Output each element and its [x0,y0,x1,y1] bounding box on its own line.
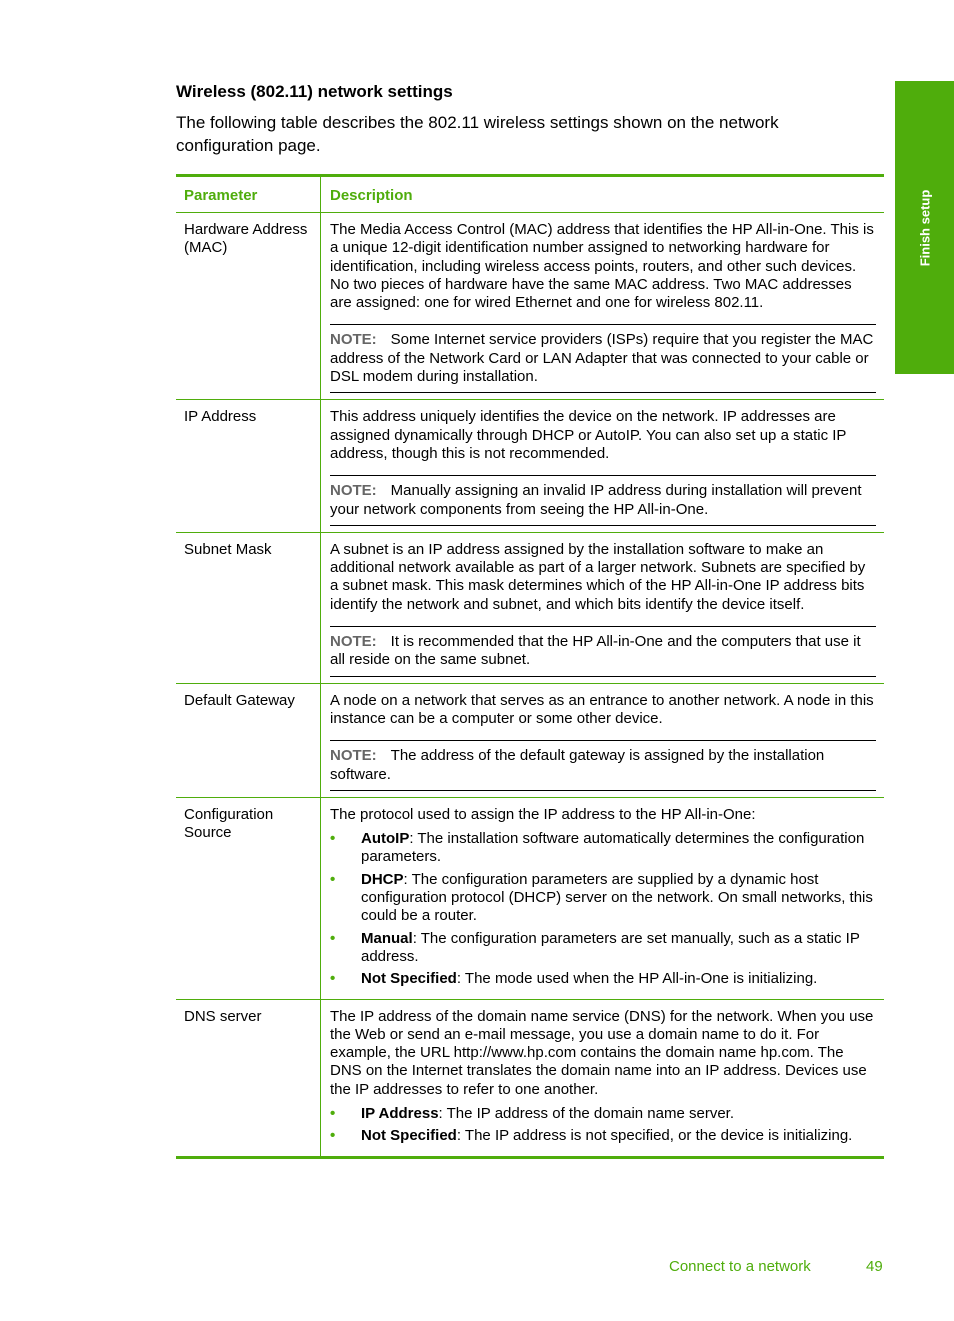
table-row [176,798,884,1000]
list-item [330,1105,876,1123]
note-label: NOTE: [330,747,377,765]
table-row [176,684,884,798]
note [330,324,876,393]
list-item [330,1127,876,1145]
note [330,475,876,526]
parameter-cell [176,400,321,531]
bullet-term: Not Specified [361,970,457,988]
bullet-term: IP Address [361,1104,439,1122]
note [330,626,876,677]
note-text: Some Internet service providers (ISPs) require that you register the MAC address of the Network Card or LAN Adapter that was connected to your cable or DSL modem during installation. [330,331,874,386]
list-item [330,970,876,988]
intro-paragraph: The following table describes the 802.11 wireless settings shown on the network configuration page. [176,113,779,155]
table-row [176,1000,884,1156]
footer-section-link[interactable]: Connect to a network [669,1258,811,1275]
parameter-name: Configuration Source [184,805,274,842]
table-row [176,213,884,400]
bullet-icon: • [330,830,336,848]
bullet-term: Manual [361,929,413,947]
description-text: The Media Access Control (MAC) address that identifies the HP All-in-One. This is a unique 12-digit identification number assigned to networking hardware for identification, including wireless access points, routers, and other such devices. No two pieces of hardware have the same MAC address. Two MAC addresses are assigned: one for wired Ethernet and one for wireless 802.11. [330,221,874,312]
bullet-text: : The mode used when the HP All-in-One is initializing. [456,970,818,988]
bullet-term: AutoIP [361,830,410,848]
bullet-text: : The configuration parameters are supplied by a dynamic host configuration protocol (DHCP) server on the network. On small networks, this could be a router. [361,870,873,925]
note-text: It is recommended that the HP All-in-One and the computers that use it all reside on the same subnet. [330,633,861,669]
note-label: NOTE: [330,331,377,349]
note-label: NOTE: [330,482,377,500]
bullet-list [330,1105,876,1146]
bullet-term: Not Specified [361,1127,457,1145]
description-cell [321,400,884,531]
bullet-icon: • [330,1104,336,1122]
bullet-text: : The IP address is not specified, or the device is initializing. [456,1127,853,1145]
description-cell [321,798,884,999]
parameter-cell [176,533,321,683]
parameter-name: Subnet Mask [184,540,272,558]
bullet-icon: • [330,870,336,888]
description-cell [321,533,884,683]
list-item [330,930,876,967]
bullet-icon: • [330,929,336,947]
parameter-name: IP Address [184,408,257,426]
section-title: Wireless (802.11) network settings [176,82,453,101]
description-text: This address uniquely identifies the device on the network. IP addresses are assigned dynamically through DHCP or AutoIP. You can also set up a static IP address, though this is not recommended. [330,408,847,462]
note-label: NOTE: [330,633,377,651]
parameter-name: Default Gateway [184,691,295,709]
description-text: The IP address of the domain name service (DNS) for the network. When you use the Web or send an e-mail message, you use a domain name to do it. For example, the URL http://www.hp.com contains the domain name hp.com. The DNS on the Internet translates the domain name into an IP address. Devices use the IP addresses to refer to one another. [330,1007,874,1098]
parameter-cell [176,684,321,797]
table-header [176,177,884,213]
bullet-icon: • [330,970,336,988]
bullet-term: DHCP [361,870,404,888]
parameter-cell [176,798,321,999]
bullet-list [330,830,876,988]
description-cell [321,684,884,797]
bullet-text: : The IP address of the domain name server. [438,1104,734,1122]
list-item [330,871,876,926]
description-text: A subnet is an IP address assigned by the installation software to make an additional network available as part of a larger network. Subnets are specified by a subnet mask. This mask determines which of the HP All-in-One IP address bits identify the network and subnet, and which bits identify the device itself. [330,540,866,613]
side-tab-label: Finish setup [917,189,932,266]
bullet-text: : The configuration parameters are set manually, such as a static IP address. [361,929,860,965]
parameter-name: DNS server [184,1007,262,1025]
list-item [330,830,876,867]
description-text: A node on a network that serves as an entrance to another network. A node in this instance can be a computer or some other device. [330,691,874,727]
settings-table [176,174,884,1159]
parameter-name: Hardware Address (MAC) [184,221,308,257]
note-text: Manually assigning an invalid IP address during installation will prevent your network components from seeing the HP All-in-One. [330,482,862,518]
description-text: The protocol used to assign the IP address to the HP All-in-One: [330,805,756,823]
header-description: Description [330,187,413,204]
table-row [176,533,884,684]
bullet-icon: • [330,1127,336,1145]
page-number: 49 [866,1258,883,1275]
note [330,740,876,791]
side-tab [895,81,954,374]
bullet-text: : The installation software automatically determines the configuration parameters. [361,830,865,866]
parameter-cell [176,213,321,399]
table-row [176,400,884,532]
header-parameter: Parameter [176,177,321,212]
parameter-cell [176,1000,321,1156]
note-text: The address of the default gateway is assigned by the installation software. [330,747,825,783]
description-cell [321,1000,884,1156]
description-cell [321,213,884,399]
